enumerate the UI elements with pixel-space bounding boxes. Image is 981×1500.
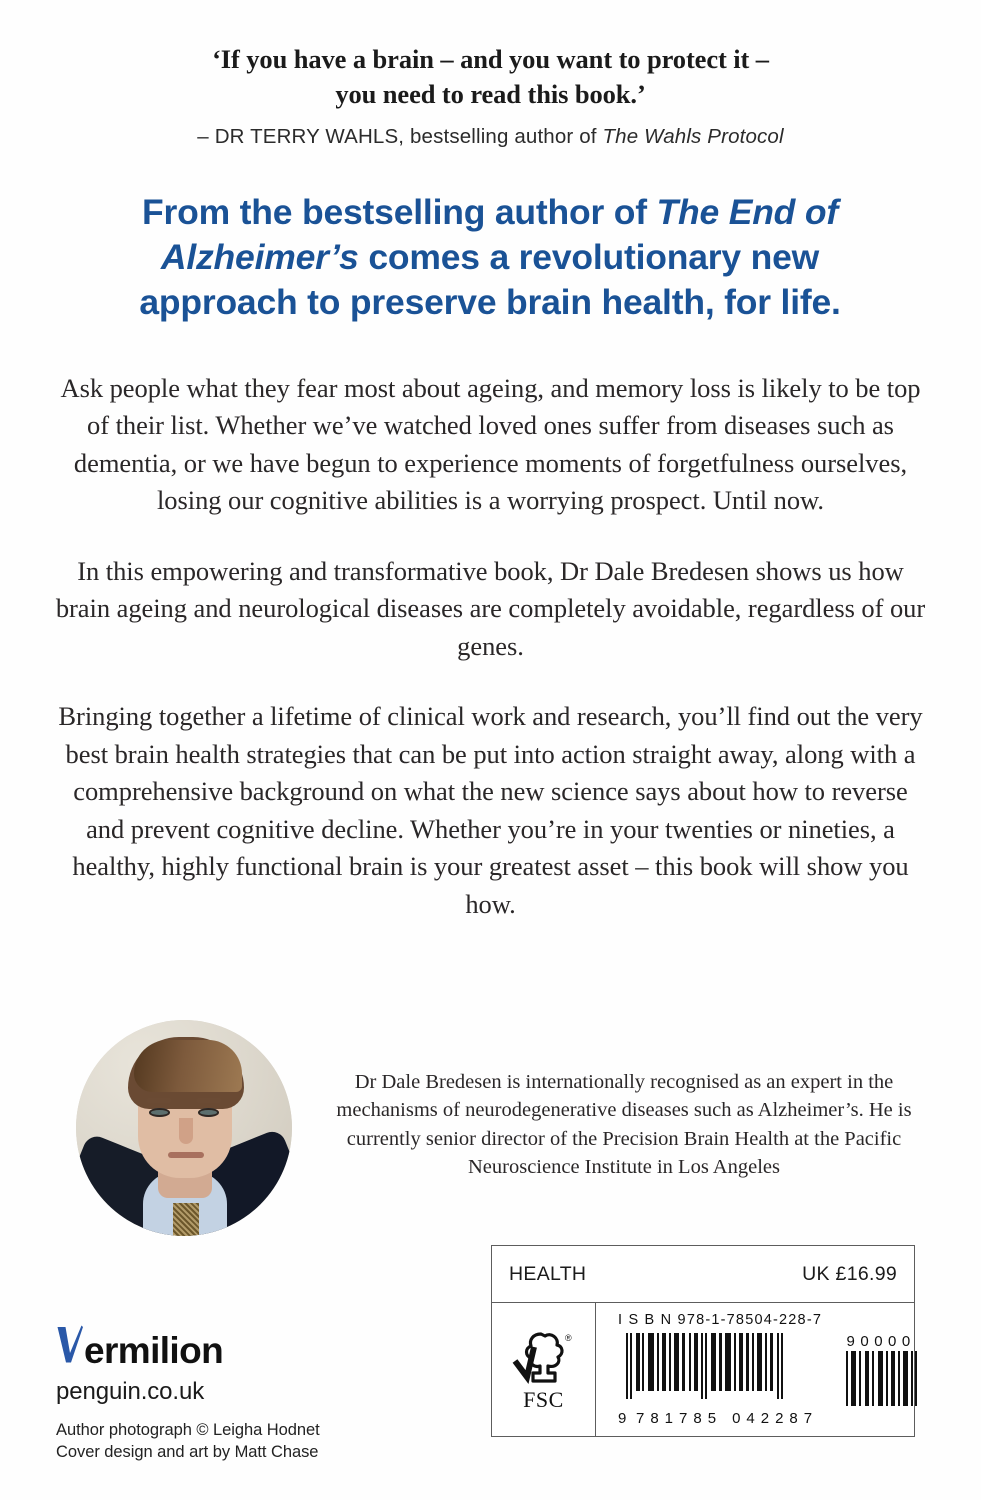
endorsement-attrib-prefix: – DR TERRY WAHLS, bestselling author of: [197, 125, 603, 149]
vermilion-check-icon: [56, 1325, 83, 1363]
ean-digit-group-2: 781785: [636, 1410, 723, 1427]
endorsement-quote-line1: ‘If you have a brain – and you want to protect it –: [212, 44, 769, 74]
vermilion-logo: [56, 1325, 456, 1369]
headline-part1: From the bestselling author of: [142, 192, 657, 232]
publisher-block: [56, 1325, 456, 1464]
credit-photo: Author photograph © Leigha Hodnet: [56, 1421, 320, 1439]
nose: [179, 1118, 193, 1144]
ean5-addon-barcode: [844, 1333, 918, 1413]
barcode-panel: [491, 1245, 915, 1437]
hair-sweep: [134, 1040, 242, 1092]
barcode-body-row: [492, 1303, 914, 1436]
eyebrow-left: [146, 1098, 172, 1103]
credits: [56, 1420, 456, 1464]
bars-row: [618, 1333, 918, 1427]
fsc-cell: [492, 1303, 596, 1436]
eye-left: [149, 1108, 170, 1117]
endorsement-quote-line2: you need to read this book.’: [335, 79, 646, 110]
barcode-header-row: [492, 1246, 914, 1303]
author-photo: [76, 1020, 292, 1236]
headline-part2: comes a revolutionary new approach to preserve brain health, for life.: [139, 237, 841, 323]
blurb: [52, 370, 929, 923]
book-price: UK £16.99: [802, 1262, 897, 1285]
ean-digit-group-3: 042287: [732, 1410, 819, 1427]
ean-digit-group-1: 9: [618, 1410, 627, 1427]
mouth: [168, 1152, 204, 1158]
eye-right: [198, 1108, 219, 1117]
endorsement-quote: [105, 42, 876, 112]
isbn-text: I S B N 978-1-78504-228-7: [618, 1312, 823, 1328]
ean13-digits: [618, 1410, 818, 1427]
headline: [90, 190, 890, 325]
endorsement-attrib-title: The Wahls Protocol: [602, 125, 784, 149]
blurb-paragraph-3: Bringing together a lifetime of clinical work and research, you’ll find out the very best brain health strategies that can be put into action straight away, along with a comprehensive background on what the new science says about how to reverse and prevent cognitive decline. Whether you’re in your twenties or nineties, a healthy, highly functional brain is your greatest asset – this book will show you how.: [58, 701, 923, 919]
headline-book-title: The End of Alzheimer’s: [160, 192, 838, 278]
blurb-paragraph-1: Ask people what they fear most about ageing, and memory loss is likely to be top of their list. Whether we’ve watched loved ones suffer from diseases such as dementia, or we have begun to experience moments of forgetfulness ourselves, losing our cognitive abilities is a worrying prospect. Until now.: [60, 373, 921, 516]
addon-digits: 90000: [846, 1333, 916, 1350]
endorsement-attribution: [105, 125, 876, 149]
author-bio: Dr Dale Bredesen is internationally recognised as an expert in the mechanisms of neurodegenerative diseases such as Alzheimer’s. He is currently senior director of the Precision Brain Health at the Pacific Neuroscience Institute in Los Angeles: [336, 1071, 912, 1178]
ean-cell: [596, 1303, 928, 1436]
eyebrow-right: [196, 1098, 222, 1103]
necktie: [173, 1203, 199, 1236]
publisher-website: penguin.co.uk: [56, 1378, 205, 1405]
svg-text:®: ®: [564, 1332, 572, 1343]
vermilion-wordmark: ermilion: [84, 1330, 224, 1371]
credit-design: Cover design and art by Matt Chase: [56, 1442, 319, 1461]
fsc-tree-icon: [511, 1327, 577, 1389]
ean13-bars: [618, 1333, 786, 1405]
ean13-barcode: [618, 1333, 818, 1427]
endorsement-block: [105, 42, 876, 149]
ean5-bars: [844, 1351, 918, 1408]
book-category: HEALTH: [509, 1262, 587, 1285]
fsc-label: FSC: [523, 1386, 564, 1412]
author-block: [56, 1020, 936, 1236]
blurb-paragraph-2: In this empowering and transformative book, Dr Dale Bredesen shows us how brain ageing and neurological diseases are completely avoidable, regardless of our genes.: [55, 555, 926, 661]
